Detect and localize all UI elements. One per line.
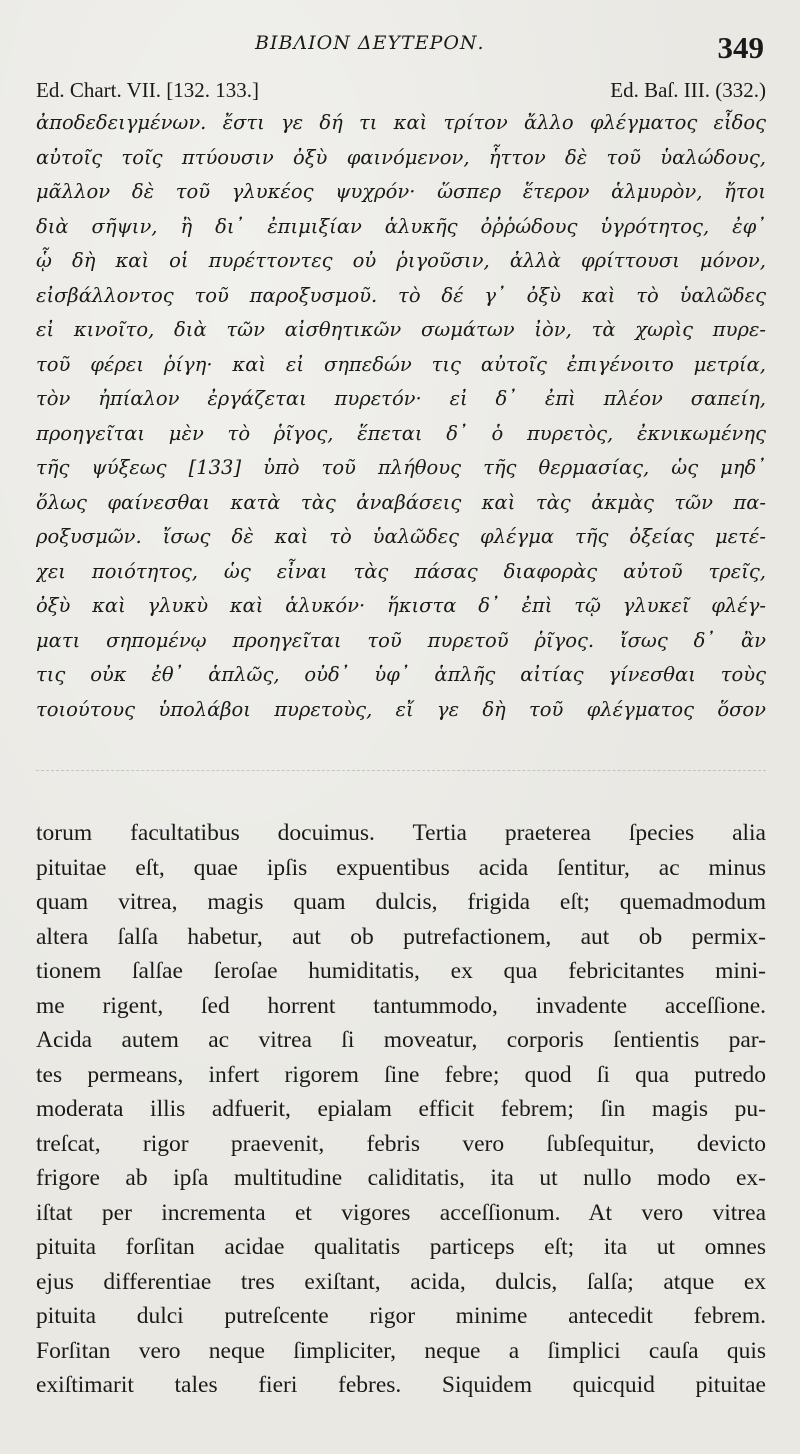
greek-line: χει ποιότητος, ὡς εἶναι τὰς πάσας διαφορὰς αὐτοῦ τρεῖς,: [36, 559, 766, 583]
latin-line: exiſtimarit tales fieri febres. Siquidem quicquid pituitae: [36, 1372, 766, 1398]
latin-line: pituita dulci putreſcente rigor minime antecedit febrem.: [36, 1303, 766, 1329]
latin-line: me rigent, ſed horrent tantummodo, invadente acceſſione.: [36, 992, 766, 1019]
latin-line: frigore ab ipſa multitudine caliditatis, ita ut nullo modo ex-: [36, 1165, 766, 1191]
greek-line: ὀξὺ καὶ γλυκὺ καὶ ἁλυκόν· ἥκιστα δ᾽ ἐπὶ τῷ γλυκεῖ φλέγ-: [36, 594, 766, 617]
latin-line: tionem ſalſae ſeroſae humiditatis, ex qua febricitantes mini-: [36, 958, 766, 984]
greek-line: τῆς ψύξεως [133] ὑπὸ τοῦ πλήθους τῆς θερμασίας, ὡς μηδ᾽: [36, 456, 766, 479]
greek-line: τις οὐκ ἐθ᾽ ἁπλῶς, οὐδ᾽ ὑφ᾽ ἁπλῆς αἰτίας γίνεσθαι τοὺς: [36, 663, 766, 686]
edition-chart-reference: Ed. Chart. VII. [132. 133.]: [36, 78, 259, 102]
greek-line: διὰ σῆψιν, ἢ δι᾽ ἐπιμιξίαν ἁλυκῆς ὀῤῥώδους ὑγρότητος, ἐφ᾽: [36, 214, 766, 238]
latin-line: quam vitrea, magis quam dulcis, frigida eſt; quemadmodum: [36, 889, 766, 915]
greek-line: ὅλως φαίνεσθαι κατὰ τὰς ἀναβάσεις καὶ τὰς ἀκμὰς τῶν πα-: [36, 490, 766, 514]
running-head: [0, 30, 800, 70]
latin-line: pituita forſitan acidae qualitatis particeps eſt; ita ut omnes: [36, 1234, 766, 1260]
latin-line: tes permeans, infert rigorem ſine febre; quod ſi qua putredo: [36, 1061, 766, 1088]
latin-text-block: [36, 816, 766, 1403]
greek-line: ματι σηπομένῳ προηγεῖται τοῦ πυρετοῦ ῥῖγος. ἴσως δ᾽ ἂν: [36, 628, 766, 652]
page-number: 349: [717, 30, 764, 65]
greek-line: τοῦ φέρει ῥίγη· καὶ εἰ σηπεδών τις αὐτοῖς ἐπιγένοιτο μετρία,: [36, 352, 766, 376]
greek-line: τοιούτους ὑπολάβοι πυρετοὺς, εἴ γε δὴ τοῦ φλέγματος ὅσον: [36, 697, 766, 721]
greek-line: μᾶλλον δὲ τοῦ γλυκέος ψυχρόν· ὥσπερ ἕτερον ἁλμυρὸν, ἤτοι: [36, 180, 766, 203]
greek-line: ἀποδεδειγμένων. ἔστι γε δή τι καὶ τρίτον ἄλλο φλέγματος εἶδος: [36, 111, 766, 134]
greek-line: ᾧ δὴ καὶ οἱ πυρέττοντες οὐ ῥιγοῦσιν, ἀλλὰ φρίττουσι μόνον,: [36, 249, 766, 272]
greek-line: αὐτοῖς τοῖς πτύουσιν ὀξὺ φαινόμενον, ἧττον δὲ τοῦ ὑαλώδους,: [36, 145, 766, 169]
greek-line: ροξυσμῶν. ἴσως δὲ καὶ τὸ ὑαλῶδες φλέγμα τῆς ὀξείας μετέ-: [36, 525, 766, 548]
latin-line: pituitae eſt, quae ipſis expuentibus acida ſentitur, ac minus: [36, 854, 766, 881]
latin-line: moderata illis adfuerit, epialam efficit febrem; ſin magis pu-: [36, 1096, 766, 1122]
latin-line: Forſitan vero neque ſimpliciter, neque a ſimplici cauſa quis: [36, 1337, 766, 1364]
latin-line: treſcat, rigor praevenit, febris vero ſubſequitur, devicto: [36, 1130, 766, 1157]
running-title: ΒΙΒΛΙΟΝ ΔΕΥΤΕΡΟΝ.: [255, 32, 485, 54]
greek-line: εἰσβάλλοντος τοῦ παροξυσμοῦ. τὸ δέ γ᾽ ὀξὺ καὶ τὸ ὑαλῶδες: [36, 283, 766, 307]
latin-line: iſtat per incrementa et vigores acceſſionum. At vero vitrea: [36, 1199, 766, 1226]
greek-text-block: [36, 106, 766, 727]
edition-bas-reference: Ed. Baſ. III. (332.): [610, 78, 766, 102]
latin-line: altera ſalſa habetur, aut ob putrefactionem, aut ob permix-: [36, 923, 766, 950]
latin-line: ejus differentiae tres exiſtant, acida, dulcis, ſalſa; atque ex: [36, 1268, 766, 1295]
greek-line: προηγεῖται μὲν τὸ ῥῖγος, ἕπεται δ᾽ ὁ πυρετὸς, ἐκνικωμένης: [36, 421, 766, 445]
greek-line: τὸν ἠπίαλον ἐργάζεται πυρετόν· εἰ δ᾽ ἐπὶ πλέον σαπείη,: [36, 387, 766, 410]
edition-reference-line: [36, 78, 766, 106]
show-through-divider: [36, 770, 766, 773]
greek-line: εἰ κινοῖτο, διὰ τῶν αἰσθητικῶν σωμάτων ἰὸν, τὰ χωρὶς πυρε-: [36, 318, 766, 341]
latin-line: Acida autem ac vitrea ſi moveatur, corporis ſentientis par-: [36, 1027, 766, 1053]
latin-line: torum facultatibus docuimus. Tertia praeterea ſpecies alia: [36, 820, 766, 846]
